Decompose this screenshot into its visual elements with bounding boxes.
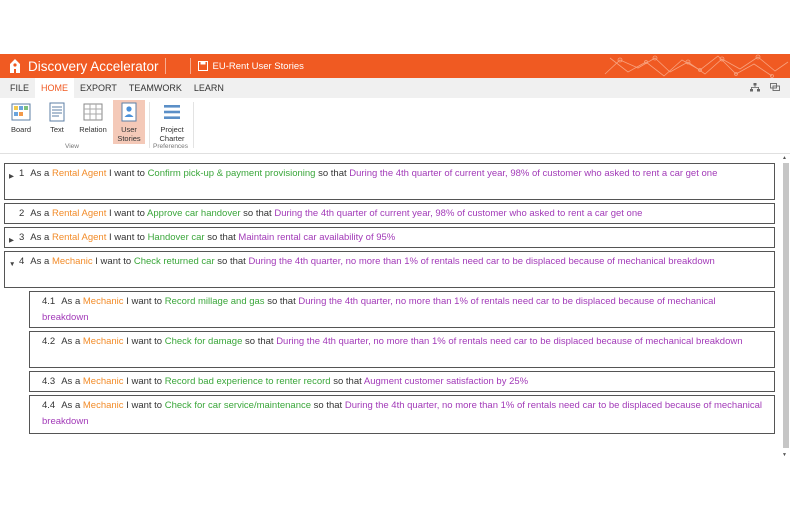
ribbon-toolbar [0,98,790,154]
chat-icon[interactable] [770,83,780,94]
app-title: Discovery Accelerator [28,58,159,74]
story-number: 2 [19,208,25,219]
board-icon [11,102,31,122]
discovery-logo-icon [8,59,22,73]
ribbon-separator [193,102,194,148]
vertical-scrollbar[interactable] [781,154,790,460]
story-item[interactable]: 4.2 As a Mechanic I want to Check for damage so that During the 4th quarter, no more than 1% of rentals need car to be displaced because of mechanical breakdown [29,331,775,368]
expand-arrow-icon[interactable]: ▶ [9,173,14,180]
user-stories-label-2: Stories [117,134,141,143]
scrollbar-thumb[interactable] [783,163,789,448]
save-doc-icon[interactable] [197,60,209,72]
story-item[interactable]: 2 As a Rental Agent I want to Approve car handover so that During the 4th quarter of current year, 98% of customer who asked to rent a car get one [4,203,775,224]
scroll-up-icon[interactable]: ▲ [782,155,787,161]
project-charter-label-1: Project [160,125,184,134]
board-button[interactable] [5,100,37,144]
story-role: Mechanic [82,296,124,307]
scroll-down-icon[interactable]: ▼ [782,452,787,458]
project-charter-label-2: Charter [159,134,185,143]
preferences-group-label: Preferences [153,143,189,150]
text-button[interactable] [41,100,73,144]
relation-grid-icon [83,102,103,122]
story-number: 3 [19,232,25,243]
story-number: 4.3 [42,376,56,387]
menu-export[interactable]: EXPORT [80,83,117,93]
story-benefit: During the 4th quarter, no more than 1% of rentals need car to be displaced because of mechanical breakdown [248,256,715,267]
story-goal: Record bad experience to renter record [164,376,331,387]
story-item[interactable]: ▶ 3 As a Rental Agent I want to Handover car so that Maintain rental car availability of 95% [4,227,775,248]
board-label: Board [10,125,31,134]
expand-arrow-icon[interactable]: ▶ [9,237,14,244]
story-item[interactable]: ▶ 1 As a Rental Agent I want to Confirm pick-up & payment provisioning so that During the 4th quarter of current year, 98% of customer who asked to rent a car get one [4,163,775,200]
story-number: 4.4 [42,400,56,411]
menu-file[interactable]: FILE [10,83,30,93]
story-role: Mechanic [82,336,124,347]
story-role: Mechanic [51,256,93,267]
story-role: Rental Agent [51,168,107,179]
story-number: 4.1 [42,296,56,307]
user-card-icon [119,102,139,122]
story-role: Mechanic [82,376,124,387]
story-benefit: During the 4th quarter, no more than 1% of rentals need car to be displaced because of mechanical breakdown [276,336,743,347]
top-blank-area [0,0,790,54]
story-role: Rental Agent [51,208,107,219]
story-item[interactable]: 4.3 As a Mechanic I want to Record bad experience to renter record so that Augment customer satisfaction by 25% [29,371,775,392]
user-stories-label-1: User [121,125,137,134]
story-goal: Check for car service/maintenance [164,400,312,411]
story-goal: Confirm pick-up & payment provisioning [147,168,316,179]
project-charter-icon [162,102,182,122]
title-bar [0,54,790,78]
relation-label: Relation [79,125,107,134]
view-group-label: View [65,143,79,150]
story-item[interactable]: ▼ 4 As a Mechanic I want to Check returned car so that During the 4th quarter, no more than 1% of rentals need car to be displaced because of mechanical breakdown [4,251,775,288]
story-benefit: During the 4th quarter, no more than 1% of rentals need car to be displaced because of mechanical breakdown [42,296,716,323]
menu-home[interactable]: HOME [35,78,74,98]
story-item[interactable]: 4.1 As a Mechanic I want to Record millage and gas so that During the 4th quarter, no more than 1% of rentals need car to be displaced because of mechanical breakdown [29,291,775,328]
story-number: 4 [19,256,25,267]
story-goal: Approve car handover [147,208,241,219]
menu-bar [0,78,790,98]
user-stories-list [0,154,790,515]
decorative-network-pattern [600,54,790,78]
project-charter-button[interactable] [156,100,188,144]
story-goal: Check returned car [133,256,215,267]
story-number: 1 [19,168,25,179]
menu-teamwork[interactable]: TEAMWORK [128,83,182,93]
ribbon-separator [149,102,150,148]
collapse-arrow-icon[interactable]: ▼ [9,261,16,268]
story-role: Mechanic [82,400,124,411]
story-goal: Handover car [147,232,205,243]
story-benefit: During the 4th quarter of current year, 98% of customer who asked to rent a car get one [349,168,718,179]
apps-grid-icon[interactable] [165,58,191,74]
document-title[interactable]: EU-Rent User Stories [212,60,304,72]
relation-button[interactable] [77,100,109,144]
menu-learn[interactable]: LEARN [193,83,224,93]
text-document-icon [47,102,67,122]
story-benefit: Augment customer satisfaction by 25% [363,376,529,387]
story-benefit: During the 4th quarter of current year, 98% of customer who asked to rent a car get one [274,208,643,219]
story-goal: Record millage and gas [164,296,265,307]
story-benefit: During the 4th quarter, no more than 1% of rentals need car to be displaced because of mechanical breakdown [42,400,763,427]
story-number: 4.2 [42,336,56,347]
story-role: Rental Agent [51,232,107,243]
story-item[interactable]: 4.4 As a Mechanic I want to Check for car service/maintenance so that During the 4th quarter, no more than 1% of rentals need car to be displaced because of mechanical breakdown [29,395,775,434]
story-benefit: Maintain rental car availability of 95% [238,232,396,243]
hierarchy-icon[interactable] [750,83,760,94]
text-label: Text [50,125,64,134]
user-stories-button[interactable] [113,100,145,144]
story-goal: Check for damage [164,336,243,347]
